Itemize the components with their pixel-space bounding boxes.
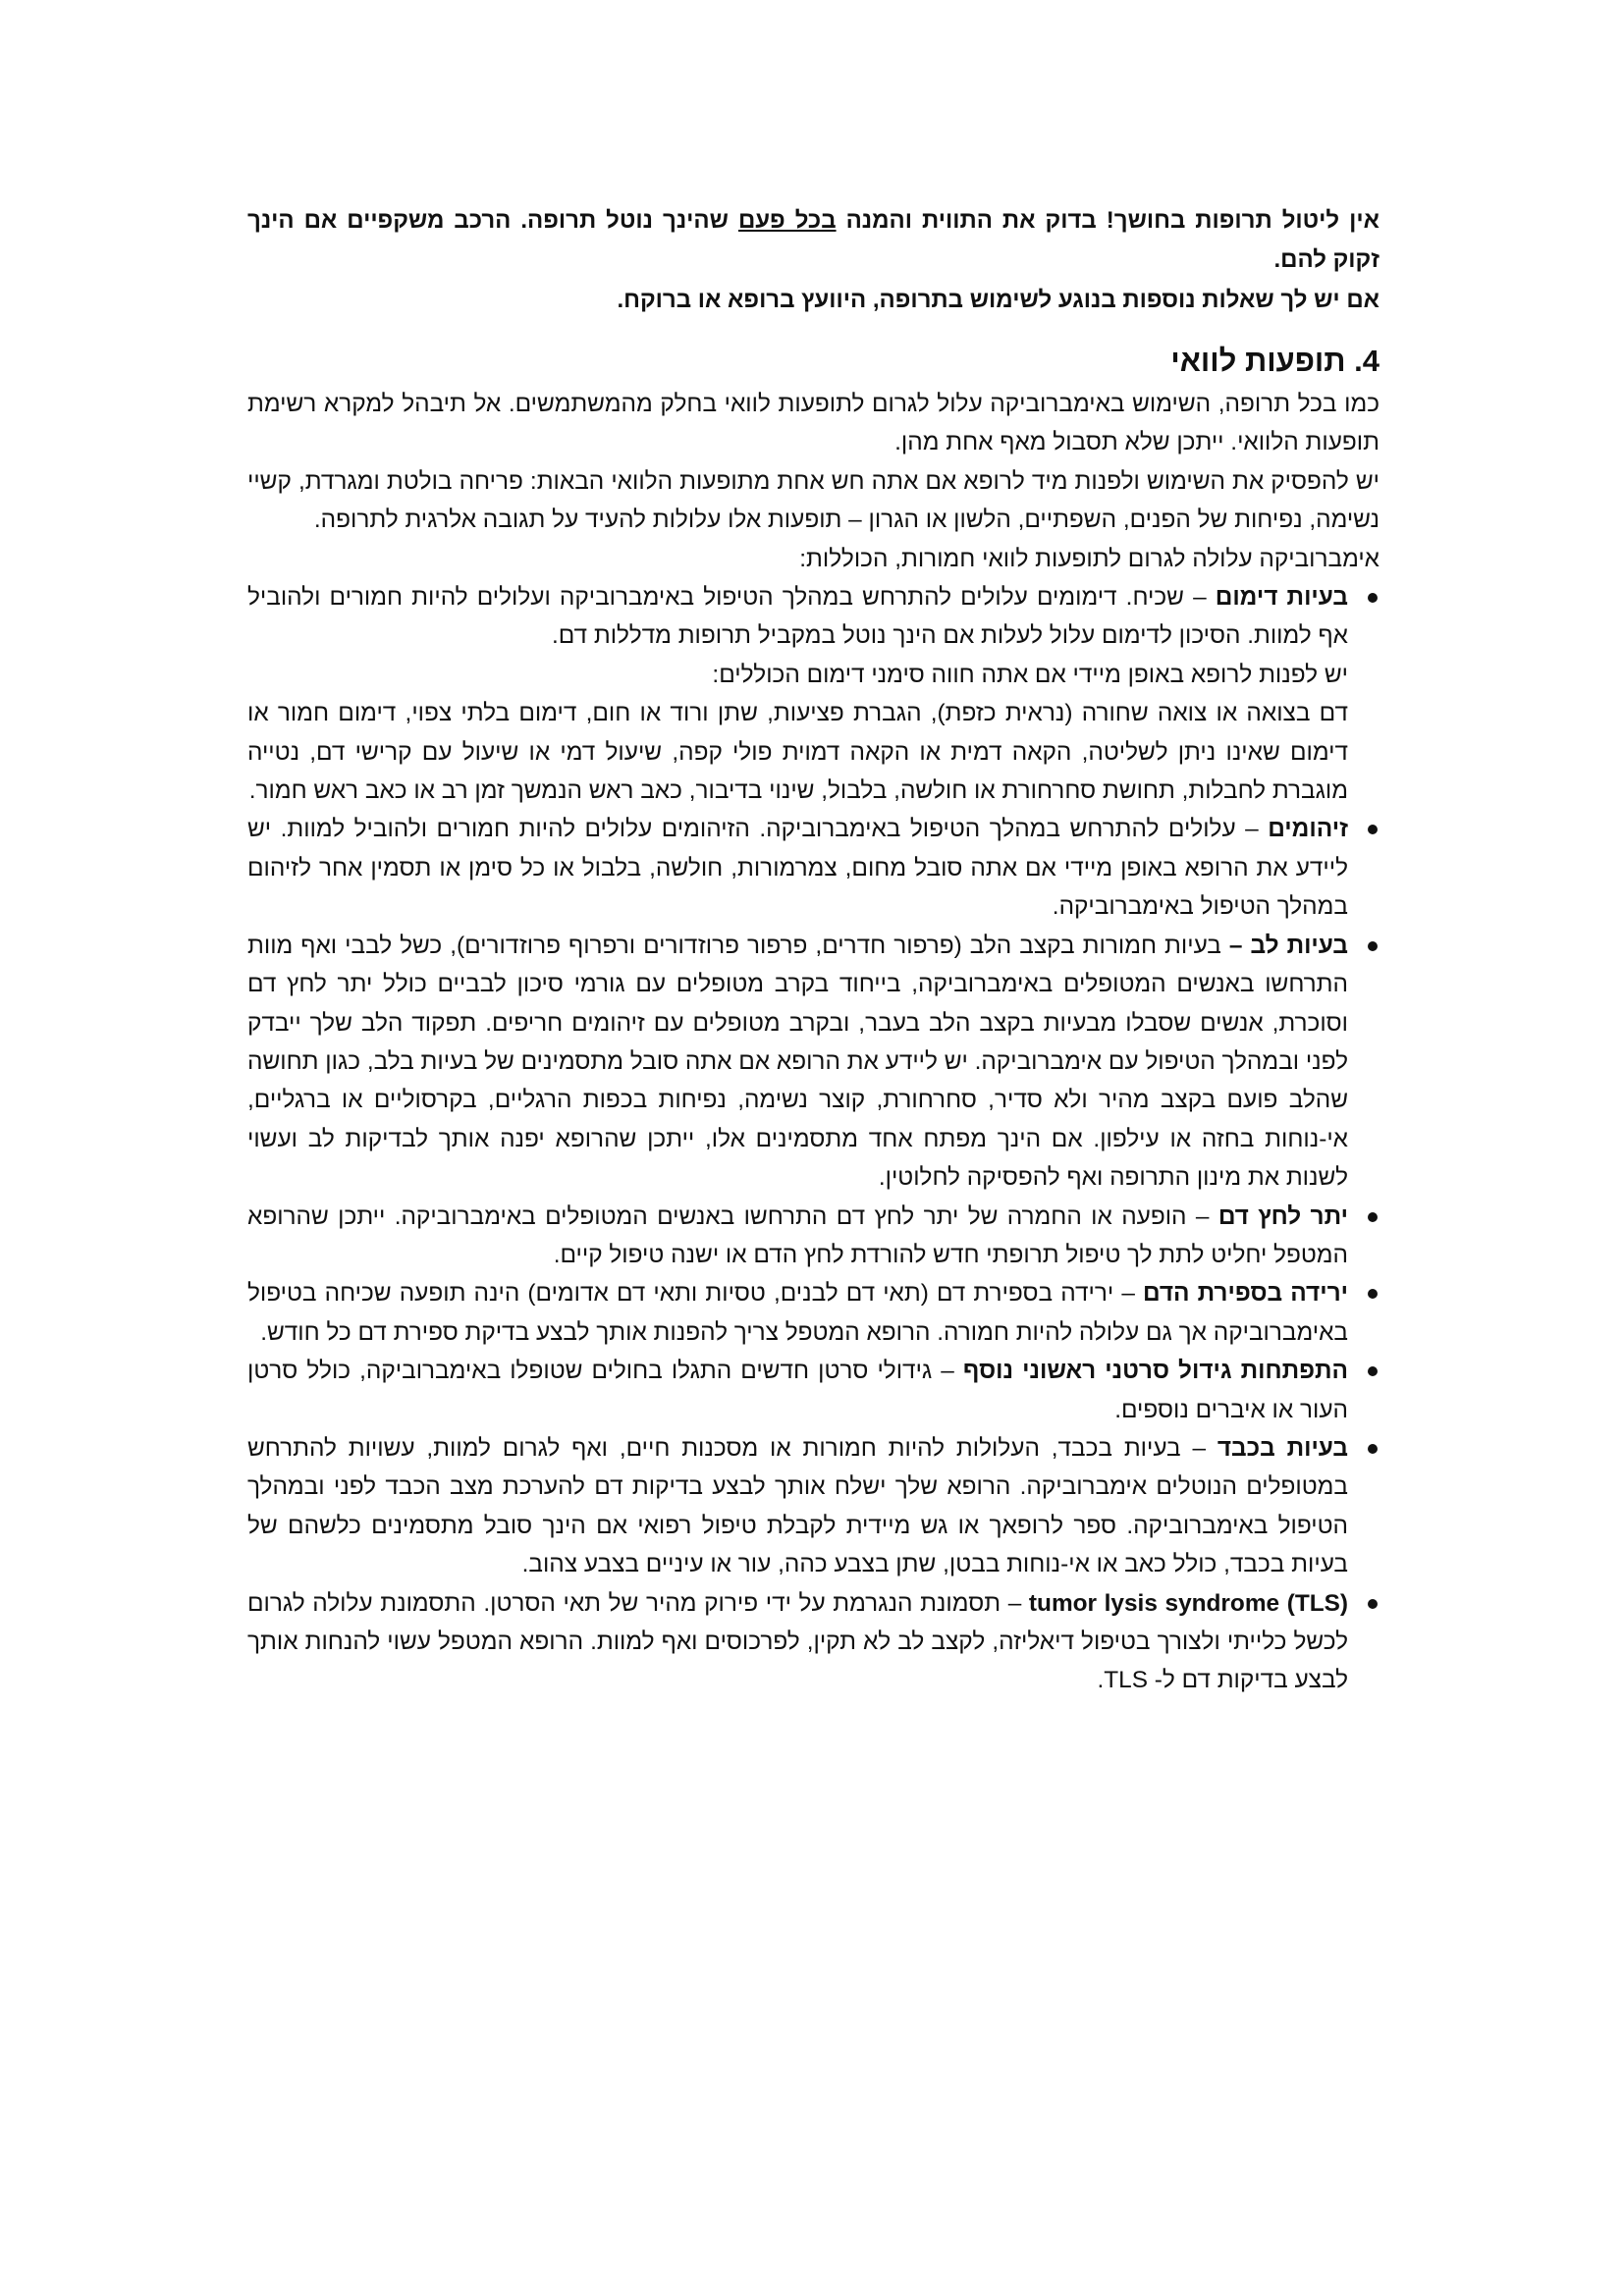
effect-term: יתר לחץ דם xyxy=(1217,1202,1348,1230)
effect-text: – הופעה או החמרה של יתר לחץ דם התרחשו באנשים המטופלים באימברוביקה. ייתכן שהרופא המטפל יחליט לתת לך טיפול תרופתי חדש להורדת לחץ הדם או ישנה טיפול קיים. xyxy=(247,1202,1348,1268)
effect-term: ירידה בספירת הדם xyxy=(1143,1280,1348,1308)
warning-part-2: שהינך נוטל תרופה. הרכב משקפיים אם הינך זקוק להם. xyxy=(247,207,1380,273)
effect-term: בעיות לב – xyxy=(1228,932,1348,959)
list-item xyxy=(247,1352,1380,1429)
section-heading: 4. תופעות לוואי xyxy=(1170,344,1380,378)
effect-term: tumor lysis syndrome (TLS) xyxy=(1028,1589,1349,1617)
bullet-icon xyxy=(1368,1289,1378,1299)
bullet-icon xyxy=(1368,825,1378,834)
effect-term: בעיות דימום xyxy=(1215,584,1348,612)
effect-text: – בעיות בכבד, העלולות להיות חמורות או מסכנות חיים, ואף לגרום למוות, עשויות להתרחש במטופלים הנוטלים אימברוביקה. הרופא שלך ישלח אותך לבצע בדיקות דם להערכת מצב הכבד לפני ובמהלך הטיפול באימברוביקה. ספר לרופאך או גש מיידית לקבלת טיפול רפואי אם הינך סובל מתסמינים כלשהם של בעיות בכבד, כולל כאב או אי-נוחות בבטן, שתן בצבע כהה, עור או עיניים בצבע צהוב. xyxy=(247,1434,1348,1578)
effect-term: זיהומים xyxy=(1268,816,1348,843)
bullet-icon xyxy=(1368,593,1378,603)
effect-text: בעיות חמורות בקצב הלב (פרפור חדרים, פרפור פרוזדורים ורפרוף פרוזדורים), כשל לבבי ואף מוות התרחשו באנשים המטופלים באימברוביקה, בייחוד בקרב מטופלים עם גורמי סיכון לבביים כולל יתר לחץ דם וסוכרת, אנשים שסבלו מבעיות בקצב הלב בעבר, ובקרב מטופלים עם זיהומים חריפים. תפקוד הלב שלך ייבדק לפני ובמהלך הטיפול עם אימברוביקה. יש ליידע את הרופא אם אתה סובל מתסמינים של בעיות בלב, כגון תחושה שהלב פועם בקצב מהיר ולא סדיר, סחרחורת, קוצר נשימה, נפיחות בכפות הרגליים, בקרסוליים או ברגליים, אי-נוחות בחזה או עילפון. אם הינך מפתח אחד מתסמינים אלו, ייתכן שהרופא יפנה אותך לבדיקות לב ועשוי לשנות את מינון התרופה ואף להפסיקה לחלוטין. xyxy=(246,932,1348,1192)
consult-text: אם יש לך שאלות נוספות בנוגע לשימוש בתרופה, היוועץ ברופא או ברוקח. xyxy=(617,287,1380,313)
intro-paragraph: כמו בכל תרופה, השימוש באימברוביקה עלול לגרום לתופעות לוואי בחלק מהמשתמשים. אל תיבהל למקרא רשימת תופעות הלוואי. ייתכן שלא תסבול מאף אחת מהן. xyxy=(247,391,1380,456)
effect-term: התפתחות גידול סרטני ראשוני נוסף xyxy=(962,1358,1349,1385)
bleeding-signs-lead: יש לפנות לרופא באופן מיידי אם אתה חווה סימני דימום הכוללים: xyxy=(712,661,1348,688)
list-item xyxy=(247,1429,1380,1584)
allergy-paragraph: יש להפסיק את השימוש ולפנות מיד לרופא אם אתה חש אחת מתופעות הלוואי הבאות: פריחה בולטת ומגרדת, קשיי נשימה, נפיחות של הפנים, השפתיים, הלשון או הגרון – תופעות אלו עלולות להעיד על תגובה אלרגית לתרופה. xyxy=(247,467,1380,534)
warning-underlined: בכל פעם xyxy=(737,207,837,234)
list-item xyxy=(247,1274,1380,1352)
effect-term: בעיות בכבד xyxy=(1217,1434,1349,1462)
list-item xyxy=(247,927,1380,1198)
side-effects-list xyxy=(247,578,1380,1700)
effect-text: – ירידה בספירת דם (תאי דם לבנים, טסיות ותאי דם אדומים) הינה תופעה שכיחה בטיפול באימברוביקה אך גם עלולה להיות חמורה. הרופא המטפל צריך להפנות אותך לבצע בדיקת ספירת דם כל חודש. xyxy=(247,1280,1348,1346)
bullet-icon xyxy=(1368,1212,1378,1222)
list-item xyxy=(247,810,1380,926)
list-item xyxy=(247,578,1380,810)
effect-text: – גידולי סרטן חדשים התגלו בחולים שטופלו באימברוביקה, כולל סרטן העור או איברים נוספים. xyxy=(247,1358,1348,1423)
effect-text: – עלולים להתרחש במהלך הטיפול באימברוביקה. הזיהומים עלולים להיות חמורים ולהוביל למוות. יש ליידע את הרופא באופן מיידי אם אתה סובל מחום, צמרמורות, חולשה, בלבול או כל סימן או תסמין אחר לזיהום במהלך הטיפול באימברוביקה. xyxy=(247,816,1348,921)
warning-text xyxy=(247,201,1380,280)
effect-text: – שכיח. דימומים עלולים להתרחש במהלך הטיפול באימברוביקה ועלולים להיות חמורים ולהוביל אף למוות. הסיכון לדימום עלול לעלות אם הינך נוטל במקביל תרופות מדללות דם. xyxy=(247,584,1348,650)
list-item xyxy=(247,1198,1380,1275)
bleeding-signs-list: דם בצואה או צואה שחורה (נראית כזפת), הגברת פציעות, שתן ורוד או חום, דימום בלתי צפוי, דימום חמור או דימום שאינו ניתן לשליטה, הקאה דמית או הקאה דמוית פולי קפה, שיעול דמי או שיעול עם קרישי דם, נטייה מוגברת לחבלות, תחושת סחרחורת או חולשה, בלבול, שינוי בדיבור, כאב ראש הנמשך זמן רב או כאב ראש חמור. xyxy=(247,700,1348,805)
serious-effects-lead: אימברוביקה עלולה לגרום לתופעות לוואי חמורות, הכוללות: xyxy=(799,545,1380,572)
bullet-icon xyxy=(1368,1366,1378,1376)
warning-part-1: אין ליטול תרופות בחושך! בדוק את התווית והמנה xyxy=(836,207,1380,234)
bullet-icon xyxy=(1368,1599,1378,1609)
bullet-icon xyxy=(1368,1444,1378,1454)
effect-text: – תסמונת הנגרמת על ידי פירוק מהיר של תאי הסרטן. התסמונת עלולה לגרום לכשל כלייתי ולצורך בטיפול דיאליזה, לקצב לב לא תקין, לפרכוסים ואף למוות. הרופא המטפל עשוי להנחות אותך לבצע בדיקות דם ל- TLS. xyxy=(247,1589,1348,1694)
list-item xyxy=(247,1584,1380,1700)
bullet-icon xyxy=(1368,941,1378,951)
